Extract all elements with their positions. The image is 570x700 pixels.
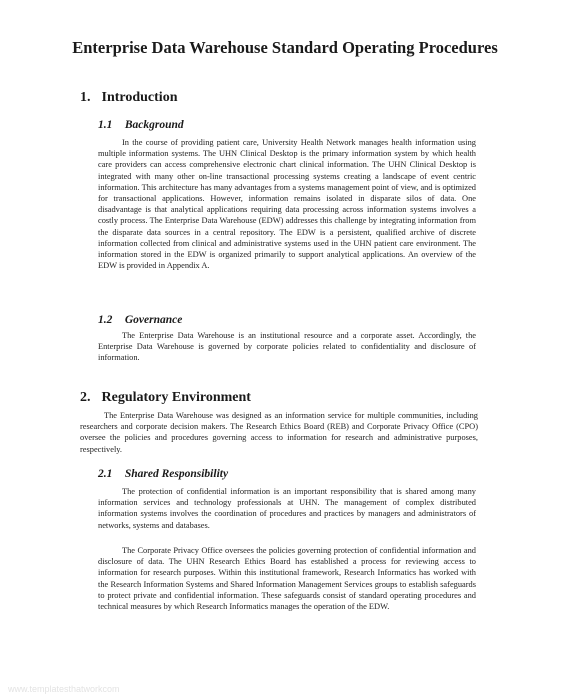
section-title: Regulatory Environment	[101, 390, 251, 405]
watermark-text: www.templatesthatworkcom	[8, 684, 120, 694]
subsection-heading-shared-responsibility	[98, 467, 228, 481]
paragraph-shared-responsibility-1: The protection of confidential information is an important responsibility that is shared among many information services and technology professionals at UHN. The management of complex distributed information systems involves the coordination of procedures and practices by managers and administrators of networks, systems and databases.	[98, 487, 476, 530]
subsection-title: Background	[124, 119, 184, 131]
subsection-title: Governance	[124, 314, 183, 326]
subsection-title: Shared Responsibility	[124, 468, 229, 480]
subsection-number: 2.1	[98, 468, 113, 480]
subsection-heading-background	[98, 118, 184, 132]
paragraph-shared-responsibility-2: The Corporate Privacy Office oversees the policies governing protection of confidential information and disclosure of data. The UHN Research Ethics Board has established a process for reviewing access to information for research purposes. Within this institutional framework, Research Informatics has worked with the Research Information Systems and Shared Information Management Services groups to establish safeguards to protect private and confidential information. These safeguards consist of standard operating procedures and technical measures by which Research Informatics manages the operation of the EDW.	[98, 546, 476, 612]
section-number: 2.	[80, 390, 91, 405]
section-heading-regulatory-environment	[80, 390, 251, 406]
document-title: Enterprise Data Warehouse Standard Operating Procedures	[72, 38, 498, 57]
paragraph-governance: The Enterprise Data Warehouse is an institutional resource and a corporate asset. Accordingly, the Enterprise Data Warehouse is governed by corporate policies related to confidentiality and disclosure of information.	[98, 331, 476, 363]
paragraph-background: In the course of providing patient care, University Health Network manages health information using multiple information systems. The UHN Clinical Desktop is the primary information system by which health care providers can access comprehensive electronic chart clinical information. The UHN Clinical Desktop is integrated with many other on-line transactional processing systems creating a landscape of event centric information. This architecture has many advantages from a systems management point of view, and is optimized for transactional applications. However, information remains isolated in disparate silos of data. One disadvantage is that analytical applications requiring data processing across information systems involves a costly process. The Enterprise Data Warehouse (EDW) addresses this challenge by integrating information from the disparate data sources in a central repository. The EDW is a persistent, qualified archive of discrete information collected from clinical and administrative systems used in the UHN patient care environment. The information stored in the EDW is organized primarily to support analytical applications. An overview of the EDW is provided in Appendix A.	[98, 138, 476, 271]
section-number: 1.	[80, 90, 91, 105]
subsection-heading-governance	[98, 313, 182, 327]
subsection-number: 1.2	[98, 314, 113, 326]
paragraph-regulatory-environment: The Enterprise Data Warehouse was designed as an information service for multiple communities, including researchers and corporate decision makers. The Research Ethics Board (REB) and Corporate Privacy Office (CPO) oversee the policies and procedures governing access to information for research and administrative purposes, respectively.	[80, 411, 478, 454]
subsection-number: 1.1	[98, 119, 113, 131]
section-title: Introduction	[101, 90, 178, 105]
section-heading-introduction	[80, 90, 177, 106]
